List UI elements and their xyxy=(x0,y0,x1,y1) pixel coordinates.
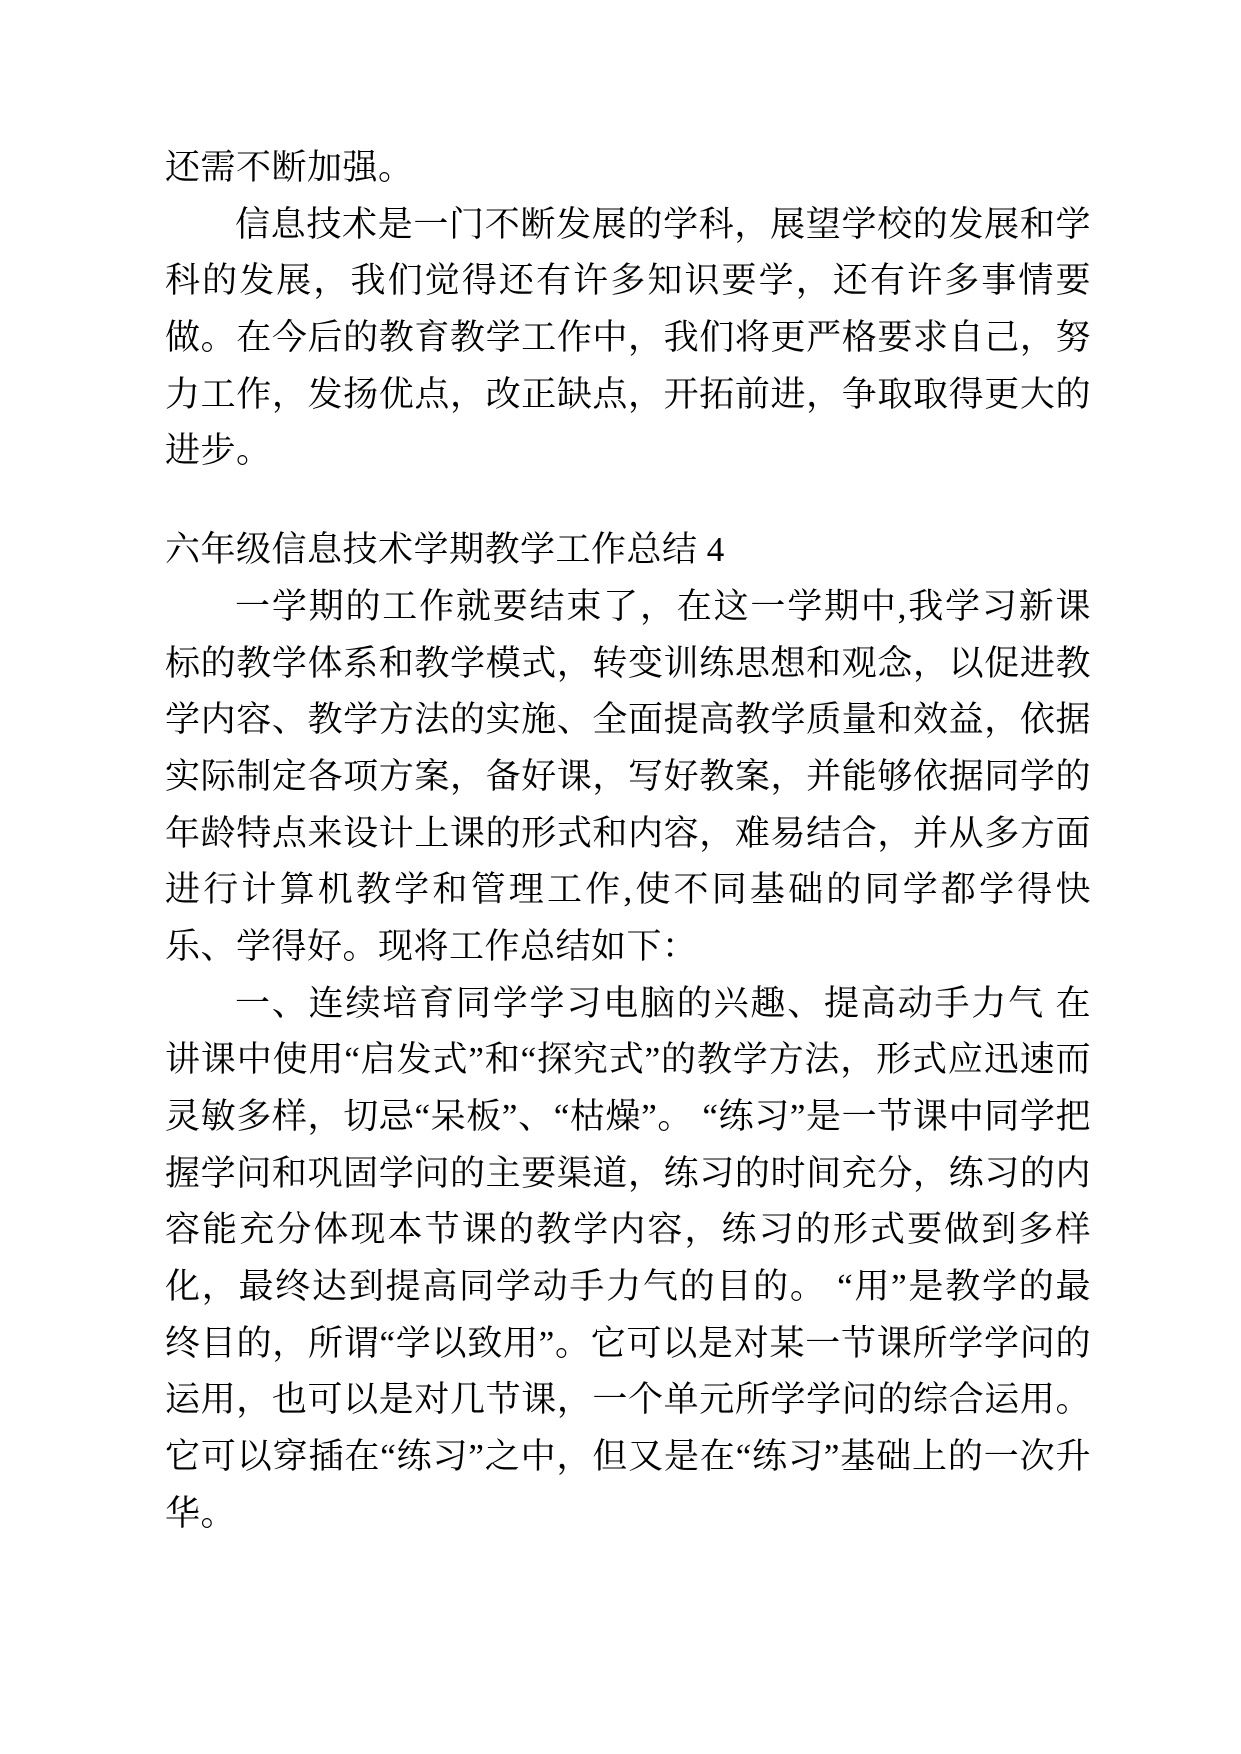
paragraph-continued: 还需不断加强。 xyxy=(165,148,414,187)
paragraph-point-one: 一、连续培育同学学习电脑的兴趣、提高动手力气 在讲课中使用“启发式”和“探究式”的教学方法，形式应迅速而灵敏多样，切忌“呆板”、“枯燥”。 “练习”是一节课中同学把握学问和巩固学问的主要渠道，练习的时间充分，练习的内容能充分体现本节课的教学内容，练习的形式要做到多样化，最终达到提高同学动手力气的目的。 “用”是教学的最终目的，所谓“学以致用”。它可以是对某一节课所学学问的运用，也可以是对几节课，一个单元所学学问的综合运用。它可以穿插在“练习”之中，但又是在“练习”基础上的一次升华。 xyxy=(165,983,1091,1533)
paragraph-semester-summary: 一学期的工作就要结束了，在这一学期中,我学习新课标的教学体系和教学模式，转变训练思想和观念，以促进教学内容、教学方法的实施、全面提高教学质量和效益，依据实际制定各项方案，备好课，写好教案，并能够依据同学的年龄特点来设计上课的形式和内容，难易结合，并从多方面进行计算机教学和管理工作,使不同基础的同学都学得快乐、学得好。现将工作总结如下： xyxy=(165,586,1091,966)
document-body xyxy=(165,140,1091,1543)
paragraph-outlook: 信息技术是一门不断发展的学科，展望学校的发展和学科的发展，我们觉得还有许多知识要学，还有许多事情要做。在今后的教育教学工作中，我们将更严格要求自己，努力工作，发扬优点，改正缺点，开拓前进，争取取得更大的进步。 xyxy=(165,204,1091,471)
section-heading: 六年级信息技术学期教学工作总结 4 xyxy=(165,530,725,570)
